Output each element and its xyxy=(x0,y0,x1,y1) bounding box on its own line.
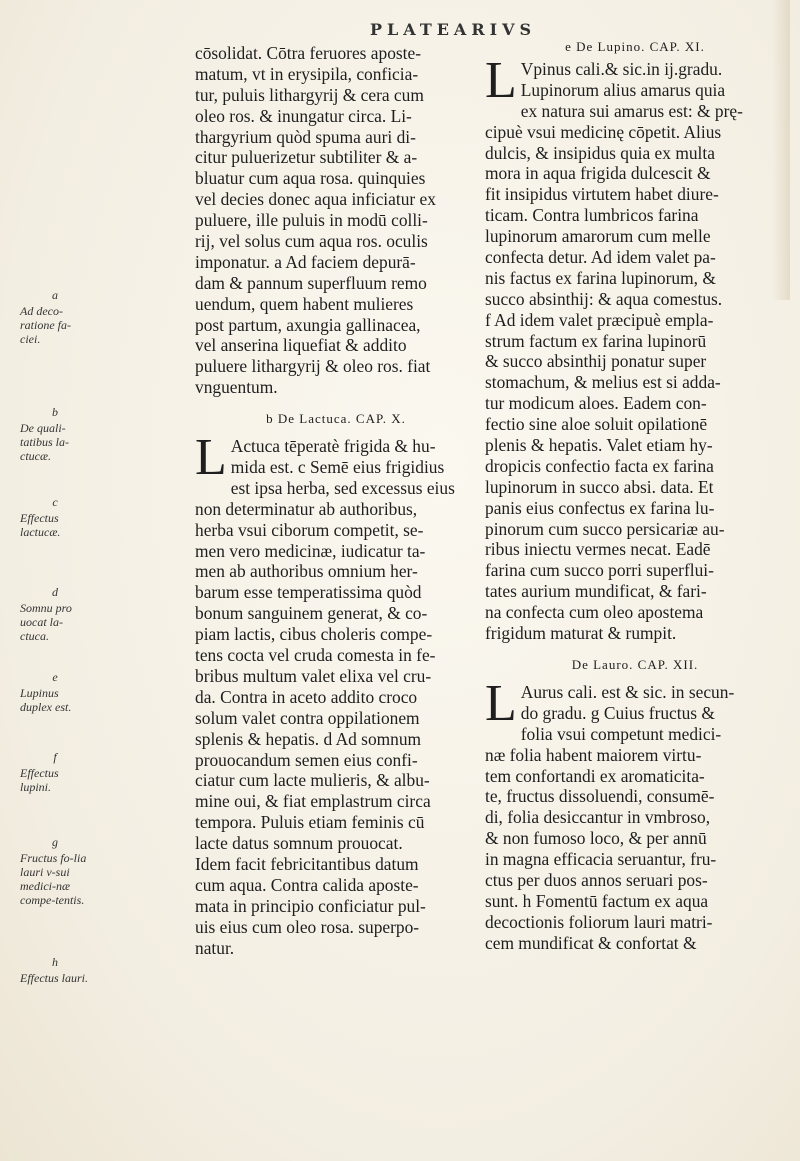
left-text-column xyxy=(195,43,477,958)
lithargyrium-paragraph: cōsolidat. Cōtra feruores aposte- matum, vt in erysipila, conficia- tur, puluis lithargyrij & cera cum oleo ros. & inungatur circa. Li- thargyrium quòd spuma auri di- citur puluerizetur subtiliter & a- bluatur cum aqua rosa. quinquies vel decies donec aqua inficiatur ex puluere, ille puluis in modū colli- rij, vel solus cum aqua ros. oculis imponatur. a Ad faciem depurā- dam & pannum superfluum remo uendum, quem habent mulieres post partum, axungia gallinacea, vel anserina liquefiat & addito puluere lithargyrij & oleo ros. fiat vnguentum. xyxy=(195,43,436,398)
margin-note-a: a Ad deco-ratione fa-ciei. xyxy=(20,288,71,346)
lupino-paragraph: L Vpinus cali.& sic.in ij.gradu. Lupinorum alius amarus quia ex natura sui amarus est: & prę- cipuè vsui medicinę cōpetit. Alius dulcis, & insipidus quia ex multa mora in aqua frigida dulcescit & fit insipidus virtutem habet diure- ticam. Contra lumbricos farina lupinorum amarorum cum melle confecta detur. Ad idem valet pa- nis factus ex farina lupinorum, & succo absinthij: & aqua comestus. f Ad idem valet præcipuè empla- strum factum ex farina lupinorū & succo absinthij ponatur super stomachum, & melius est si adda- tur modicum aloes. Eadem con- fectio sine aloe soluit opilationē plenis & hepatis. Valet etiam hy- dropicis confectio facta ex farina lupinorum in succo absi. data. Et panis eius confectus ex farina lu- pinorum cum succo persicariæ au- ribus iniectu vermes necat. Eadē farina cum succo porri superflui- tates aurium mundificat, & fari- na confecta cum oleo apostema frigidum maturat & rumpit. xyxy=(485,52,743,644)
chapter-heading-lactuca: b De Lactuca. CAP. X. xyxy=(266,411,406,427)
margin-note-d: d Somnu pro uocat la-ctuca. xyxy=(20,585,72,643)
margin-note-g: g Fructus fo-lia lauri v-sui medici-næ compe-tentis. xyxy=(20,835,87,907)
drop-cap: L xyxy=(485,52,517,109)
margin-note-h: h Effectus lauri. xyxy=(20,955,88,985)
right-text-column xyxy=(485,39,785,954)
margin-note-b: b De quali-tatibus la-ctucæ. xyxy=(20,405,70,463)
margin-note-f: f Effectus lupini. xyxy=(20,750,59,794)
drop-cap: L xyxy=(485,674,517,732)
running-head: PLATEARIVS xyxy=(370,20,537,39)
lauro-paragraph: L Aurus cali. est & sic. in secun- do gradu. g Cuius fructus & folia vsui competunt medici- næ folia habent maiorem virtu- tem confortandi ex aromaticita- te, fructus dissoluendi, consumē- di, folia desiccantur in vmbroso, & non fumoso loco, & per annū in magna efficacia seruantur, fru- ctus per duos annos seruari pos- sunt. h Fomentū factum ex aqua decoctionis foliorum lauri matri- cem mundificat & confortat & xyxy=(485,674,735,953)
drop-cap: L xyxy=(195,429,227,487)
lactuca-paragraph: L Actuca tēperatè frigida & hu- mida est. c Semē eius frigidius est ipsa herba, sed excessus eius non determinatur ab authoribus, herba vsui ciborum competit, se- men vero medicinæ, iudicatur ta- men ab authoribus omnium her- barum esse temperatissima quòd bonum sanguinem generat, & co- piam lactis, cibus choleris compe- tens cocta vel cruda comesta in fe- bribus multum valet elixa vel cru- da. Contra in aceto addito croco solum valet contra oppilationem splenis & hepatis. d Ad somnum prouocandum semen eius confi- ciatur cum lacte mulieris, & albu- mine oui, & fiat emplastrum circa tempora. Puluis etiam feminis cū lacte datus somnum prouocat. Idem facit febricitantibus datum cum aqua. Contra calida aposte- mata in principio conficiatur pul- uis eius cum oleo rosa. superpo- natur. xyxy=(195,429,455,958)
chapter-heading-lupino: e De Lupino. CAP. XI. xyxy=(565,39,705,54)
margin-note-c: c Effectus lactucæ. xyxy=(20,495,61,539)
margin-note-e: e Lupinus duplex est. xyxy=(20,670,72,714)
chapter-heading-lauro: De Lauro. CAP. XII. xyxy=(571,656,699,672)
